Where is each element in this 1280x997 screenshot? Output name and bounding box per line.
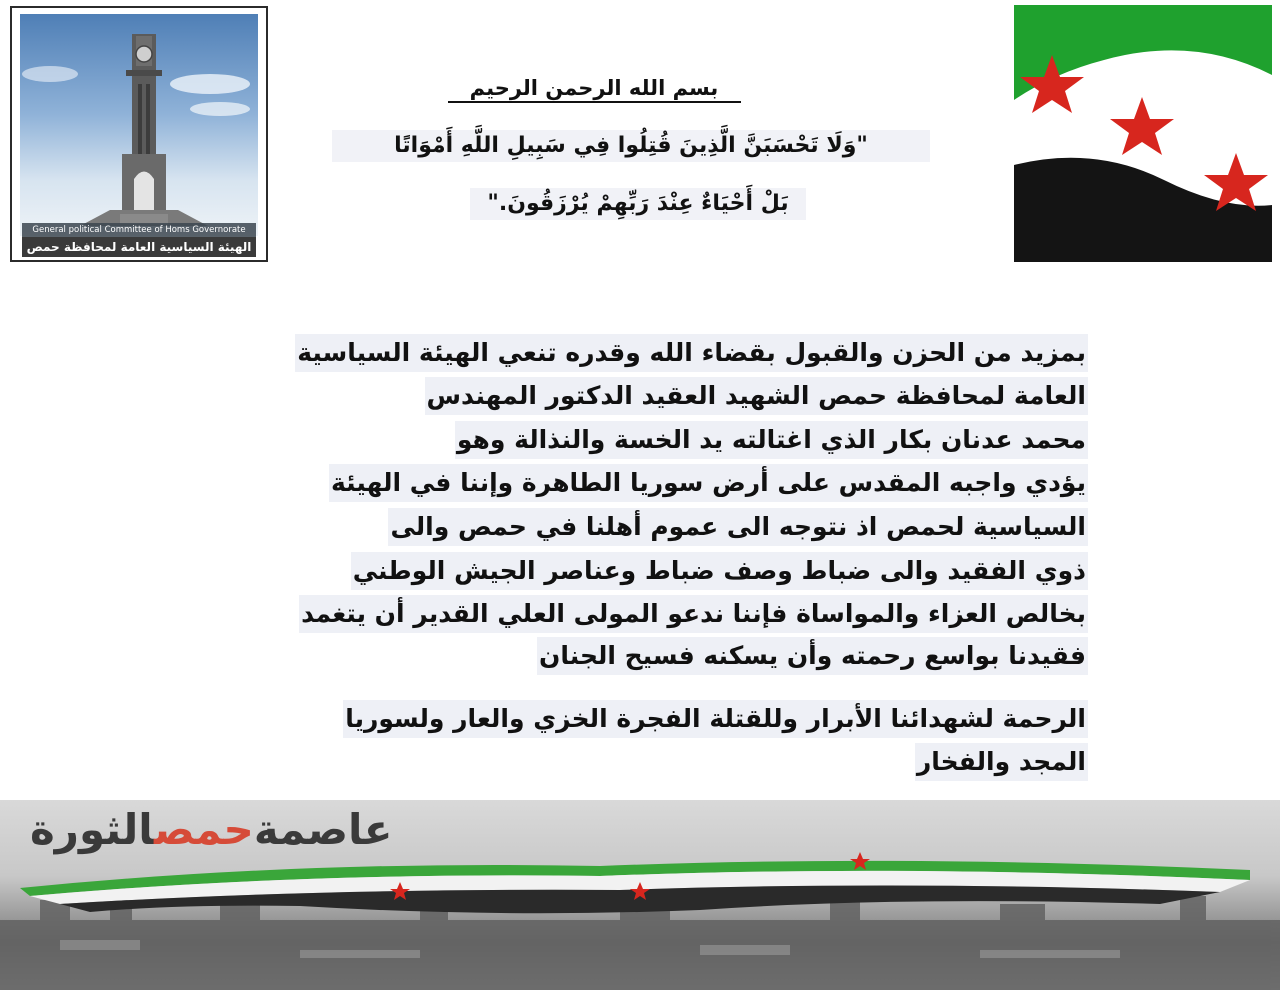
banner-title <box>30 805 393 854</box>
banner-title-part-3: الثورة <box>30 805 154 854</box>
logo-caption-arabic: الهيئة السياسية العامة لمحافظة حمص <box>22 237 256 257</box>
logo-caption-english: General political Committee of Homs Governorate <box>22 223 256 237</box>
obituary-line-6: ذوي الفقيد والى ضباط وصف ضباط وعناصر الجيش الوطني <box>351 552 1088 590</box>
obituary-line-3: محمد عدنان بكار الذي اغتالته يد الخسة والنذالة وهو <box>455 421 1088 459</box>
quran-verse-line-1: "وَلَا تَحْسَبَنَّ الَّذِينَ قُتِلُوا فِي سَبِيلِ اللَّهِ أَمْوَاتًا <box>332 130 930 162</box>
obituary-line-8: فقيدنا بواسع رحمته وأن يسكنه فسيح الجنان <box>537 637 1088 675</box>
obituary-line-4: يؤدي واجبه المقدس على أرض سوريا الطاهرة وإننا في الهيئة <box>329 464 1088 502</box>
logo-sky-background <box>20 14 258 236</box>
quran-verse-line-2: بَلْ أَحْيَاءٌ عِنْدَ رَبِّهِمْ يُرْزَقُونَ." <box>470 188 806 220</box>
banner-title-part-2: حمص <box>154 805 254 854</box>
closing-line-2: المجد والفخار <box>915 743 1088 781</box>
homs-revolution-banner <box>0 800 1280 990</box>
obituary-line-1: بمزيد من الحزن والقبول بقضاء الله وقدره تنعي الهيئة السياسية <box>295 334 1088 372</box>
syrian-revolution-flag-icon <box>1014 5 1272 262</box>
clock-tower-icon <box>20 14 258 236</box>
committee-logo <box>10 6 268 262</box>
obituary-line-5: السياسية لحمص اذ نتوجه الى عموم أهلنا في حمص والى <box>388 508 1088 546</box>
basmala-underline <box>448 101 741 103</box>
obituary-line-2: العامة لمحافظة حمص الشهيد العقيد الدكتور المهندس <box>425 377 1088 415</box>
basmala-heading: بسم الله الرحمن الرحيم <box>469 76 719 100</box>
banner-title-part-1: عاصمة <box>253 805 393 854</box>
obituary-line-7: بخالص العزاء والمواساة فإننا ندعو المولى العلي القدير أن يتغمد <box>299 595 1088 633</box>
closing-line-1: الرحمة لشهدائنا الأبرار وللقتلة الفجرة الخزي والعار ولسوريا <box>343 700 1088 738</box>
